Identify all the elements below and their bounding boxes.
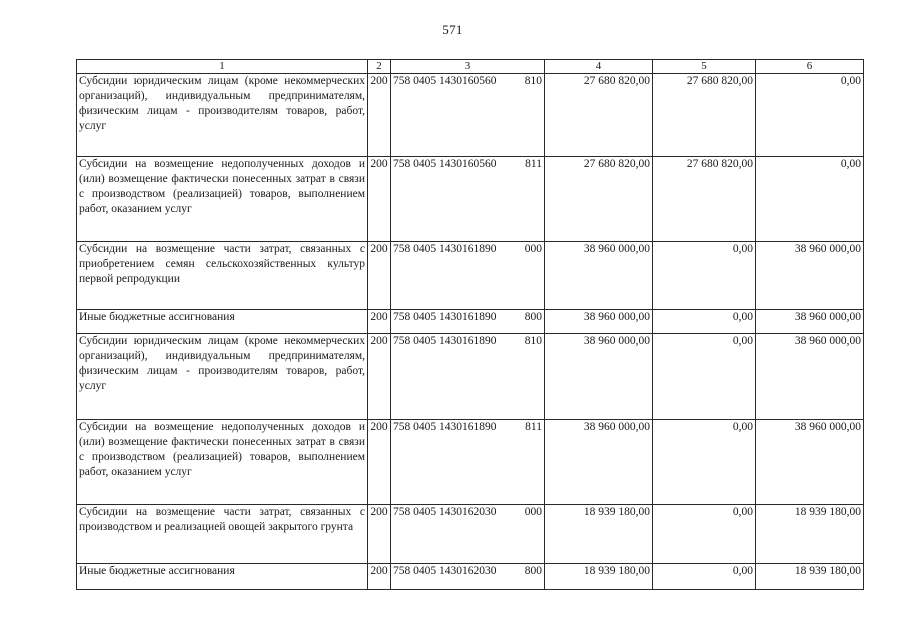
row-amount-total: 18 939 180,00 bbox=[545, 505, 653, 564]
row-expense-type: 800 bbox=[524, 311, 542, 323]
row-admin-code: 200 bbox=[368, 505, 391, 564]
row-name: Субсидии на возмещение недополученных доходов и (или) возмещение фактически понесенных затрат в связи с производством (реализацией) товаров, выполнением работ, оказанием услуг bbox=[77, 420, 368, 505]
budget-table bbox=[76, 59, 864, 590]
row-classification-code bbox=[391, 157, 545, 242]
row-code: 758 0405 1430160560 bbox=[393, 158, 497, 170]
row-amount-total: 27 680 820,00 bbox=[545, 157, 653, 242]
row-amount-total: 38 960 000,00 bbox=[545, 334, 653, 420]
row-code: 758 0405 1430161890 bbox=[393, 421, 497, 433]
column-header-1: 1 bbox=[77, 60, 368, 74]
row-amount-5: 0,00 bbox=[653, 505, 756, 564]
row-name: Субсидии на возмещение недополученных доходов и (или) возмещение фактически понесенных затрат в связи с производством (реализацией) товаров, выполнением работ, оказанием услуг bbox=[77, 157, 368, 242]
row-admin-code: 200 bbox=[368, 74, 391, 157]
table-row bbox=[77, 505, 864, 564]
row-code: 758 0405 1430160560 bbox=[393, 75, 497, 87]
row-code: 758 0405 1430162030 bbox=[393, 565, 497, 577]
row-code: 758 0405 1430161890 bbox=[393, 243, 497, 255]
row-code: 758 0405 1430161890 bbox=[393, 311, 497, 323]
table-row bbox=[77, 564, 864, 590]
row-admin-code: 200 bbox=[368, 242, 391, 310]
row-name: Иные бюджетные ассигнования bbox=[77, 310, 368, 334]
row-amount-total: 38 960 000,00 bbox=[545, 310, 653, 334]
row-classification-code bbox=[391, 310, 545, 334]
table-row bbox=[77, 157, 864, 242]
row-name: Субсидии на возмещение части затрат, связанных с приобретением семян сельскохозяйственных культур первой репродукции bbox=[77, 242, 368, 310]
row-classification-code bbox=[391, 334, 545, 420]
row-admin-code: 200 bbox=[368, 420, 391, 505]
row-expense-type: 810 bbox=[524, 75, 542, 87]
row-amount-6: 0,00 bbox=[756, 157, 864, 242]
row-classification-code bbox=[391, 505, 545, 564]
table-header-row bbox=[77, 60, 864, 74]
row-expense-type: 000 bbox=[524, 243, 542, 255]
table-row bbox=[77, 74, 864, 157]
row-amount-5: 0,00 bbox=[653, 310, 756, 334]
row-amount-5: 0,00 bbox=[653, 334, 756, 420]
row-amount-6: 0,00 bbox=[756, 74, 864, 157]
row-amount-total: 18 939 180,00 bbox=[545, 564, 653, 590]
column-header-2: 2 bbox=[368, 60, 391, 74]
column-header-3: 3 bbox=[391, 60, 545, 74]
row-admin-code: 200 bbox=[368, 310, 391, 334]
row-admin-code: 200 bbox=[368, 564, 391, 590]
row-amount-6: 38 960 000,00 bbox=[756, 334, 864, 420]
table-row bbox=[77, 242, 864, 310]
row-amount-5: 0,00 bbox=[653, 242, 756, 310]
row-name: Субсидии на возмещение части затрат, связанных с производством и реализацией овощей закрытого грунта bbox=[77, 505, 368, 564]
row-amount-total: 38 960 000,00 bbox=[545, 242, 653, 310]
row-name: Субсидии юридическим лицам (кроме некоммерческих организаций), индивидуальным предпринимателям, физическим лицам - производителям товаров, работ, услуг bbox=[77, 334, 368, 420]
table-row bbox=[77, 420, 864, 505]
column-header-6: 6 bbox=[756, 60, 864, 74]
row-expense-type: 810 bbox=[524, 335, 542, 347]
table-row bbox=[77, 334, 864, 420]
row-amount-total: 38 960 000,00 bbox=[545, 420, 653, 505]
row-amount-6: 18 939 180,00 bbox=[756, 505, 864, 564]
page-number: 571 bbox=[442, 22, 463, 37]
column-header-4: 4 bbox=[545, 60, 653, 74]
table-row bbox=[77, 310, 864, 334]
row-classification-code bbox=[391, 242, 545, 310]
column-header-5: 5 bbox=[653, 60, 756, 74]
row-amount-5: 27 680 820,00 bbox=[653, 74, 756, 157]
row-amount-5: 0,00 bbox=[653, 564, 756, 590]
row-expense-type: 800 bbox=[524, 565, 542, 577]
row-classification-code bbox=[391, 420, 545, 505]
row-code: 758 0405 1430161890 bbox=[393, 335, 497, 347]
row-amount-6: 38 960 000,00 bbox=[756, 310, 864, 334]
row-expense-type: 811 bbox=[525, 421, 542, 433]
row-name: Субсидии юридическим лицам (кроме некоммерческих организаций), индивидуальным предпринимателям, физическим лицам - производителям товаров, работ, услуг bbox=[77, 74, 368, 157]
row-amount-total: 27 680 820,00 bbox=[545, 74, 653, 157]
row-expense-type: 811 bbox=[525, 158, 542, 170]
row-classification-code bbox=[391, 74, 545, 157]
row-amount-6: 38 960 000,00 bbox=[756, 242, 864, 310]
row-amount-5: 0,00 bbox=[653, 420, 756, 505]
row-amount-5: 27 680 820,00 bbox=[653, 157, 756, 242]
row-name: Иные бюджетные ассигнования bbox=[77, 564, 368, 590]
row-code: 758 0405 1430162030 bbox=[393, 506, 497, 518]
row-admin-code: 200 bbox=[368, 334, 391, 420]
row-amount-6: 18 939 180,00 bbox=[756, 564, 864, 590]
row-classification-code bbox=[391, 564, 545, 590]
row-expense-type: 000 bbox=[524, 506, 542, 518]
row-admin-code: 200 bbox=[368, 157, 391, 242]
row-amount-6: 38 960 000,00 bbox=[756, 420, 864, 505]
